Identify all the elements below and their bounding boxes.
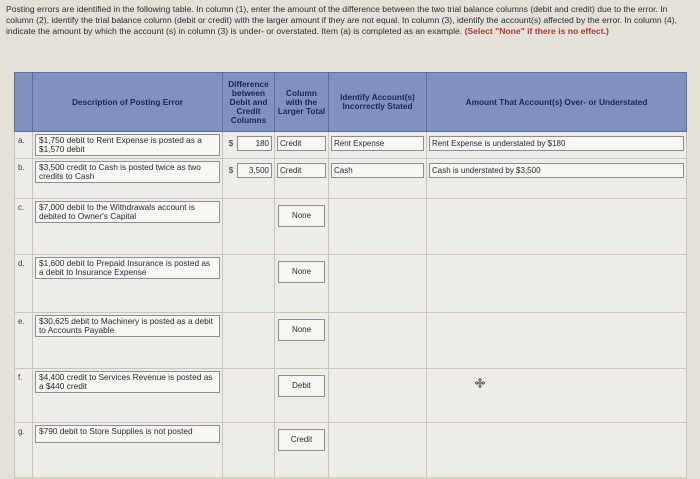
move-cursor-icon [475,378,485,388]
instructions-note: (Select "None" if there is no effect.) [464,26,609,36]
column-select[interactable]: Credit [277,163,326,178]
header-column-larger: Column with the Larger Total [275,73,329,132]
header-amount: Amount That Account(s) Over- or Understated [427,73,687,132]
table-row [15,313,687,369]
account-select[interactable]: Rent Expense [331,136,424,151]
instructions [6,4,694,37]
account-select[interactable]: Cash [331,163,424,178]
table-row [15,255,687,313]
column-select[interactable]: None [278,205,325,227]
header-difference: Difference between Debit and Credit Columns [223,73,275,132]
table-row [15,132,687,159]
row-letter: a. [15,132,33,159]
amount-input[interactable]: Cash is understated by $3,500 [429,163,684,178]
amount-input[interactable]: Rent Expense is understated by $180 [429,136,684,151]
table-row [15,423,687,479]
difference-input[interactable]: 180 [237,136,272,151]
table-row [15,199,687,255]
header-row [15,73,687,132]
description-text: $7,000 debit to the Withdrawals account is debited to Owner's Capital [35,201,220,223]
column-select[interactable]: Debit [278,375,325,397]
description-text: $3,500 credit to Cash is posted twice as two credits to Cash [35,161,220,183]
row-letter: c. [15,199,33,255]
row-letter: b. [15,159,33,199]
description-text: $1,600 debit to Prepaid Insurance is posted as a debit to Insurance Expense [35,257,220,279]
row-letter: f. [15,369,33,423]
posting-errors-table [14,72,686,476]
row-letter: d. [15,255,33,313]
column-select[interactable]: None [278,319,325,341]
table-row [15,159,687,199]
column-select[interactable]: None [278,261,325,283]
instructions-text: Posting errors are identified in the following table. In column (1), enter the amount of the difference between the two trial balance columns (debit and credit) due to the error. In column (2), identify the trial balance column (debit or credit) with the larger amount if they are not equal. In column (3), identify the account(s) affected by the error. In column (4), indicate the amount by which the account (s) in column (3) is under- or overstated. Item (a) is completed as an example. [6,4,677,36]
header-description: Description of Posting Error [33,73,223,132]
column-select[interactable]: Credit [277,136,326,151]
description-text: $4,400 credit to Services Revenue is posted as a $440 credit [35,371,220,393]
column-select[interactable]: Credit [278,429,325,451]
row-letter: g. [15,423,33,479]
description-text: $30,625 debit to Machinery is posted as a debit to Accounts Payable [35,315,220,337]
row-letter: e. [15,313,33,369]
difference-input[interactable]: 3,500 [237,163,272,178]
header-identify-accounts: Identify Account(s) Incorrectly Stated [329,73,427,132]
header-letter [15,73,33,132]
table-row [15,369,687,423]
dollar-sign: $ [228,166,234,175]
description-text: $1,750 debit to Rent Expense is posted as a $1,570 debit [35,134,220,156]
description-text: $790 debit to Store Supplies is not posted [35,425,220,443]
dollar-sign: $ [228,139,234,148]
